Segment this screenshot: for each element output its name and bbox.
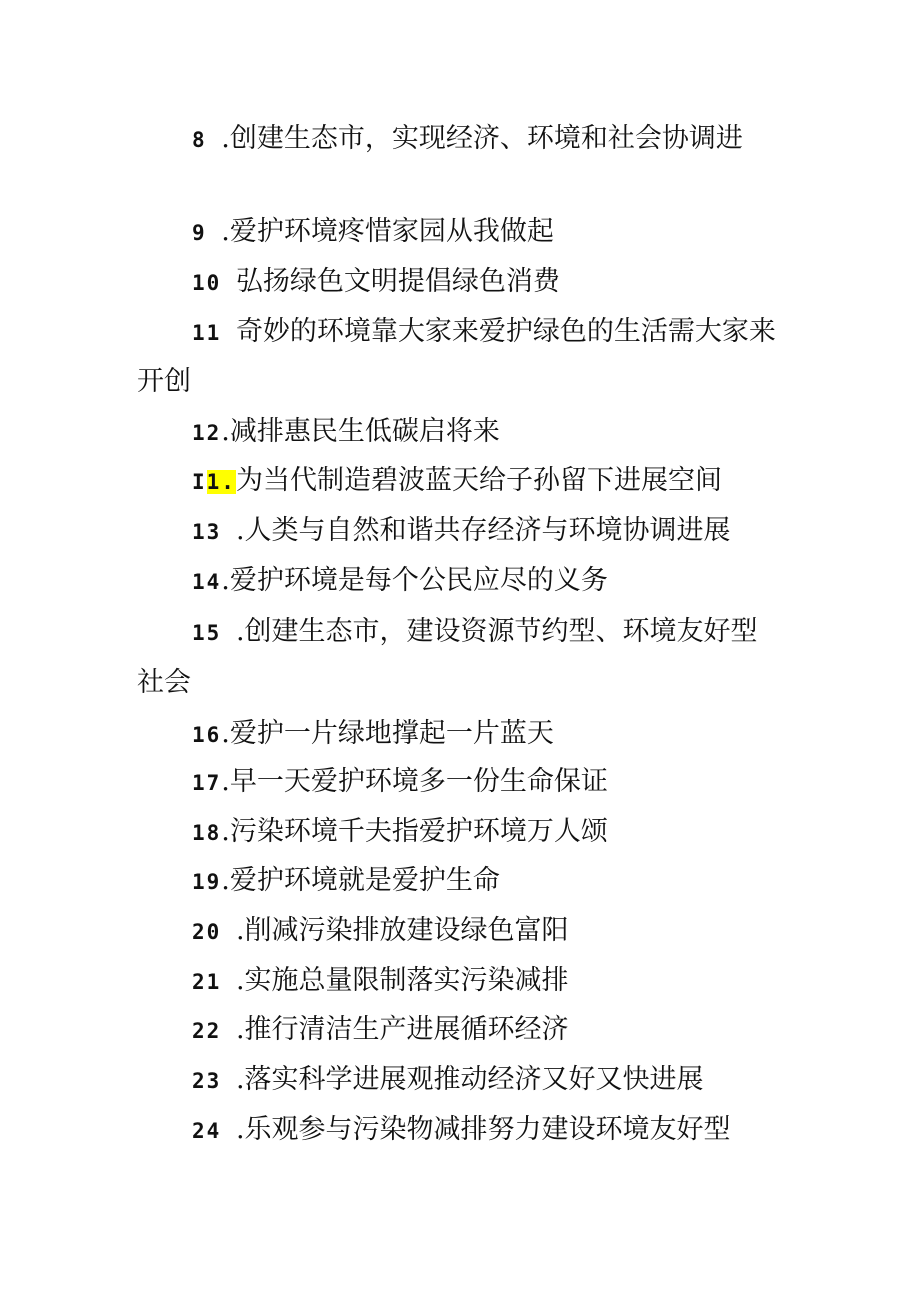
list-item-11-continuation [0,364,920,400]
item-text: .减排惠民生低碳启将来 [221,416,500,447]
item-number: 19 [192,870,222,894]
item-number: 11 [192,321,236,345]
item-number: 13 [192,520,236,544]
item-text-continuation: 社会 [137,667,191,698]
item-text: .推行清洁生产进展循环经济 [235,1014,569,1045]
item-text: 弘扬绿色文明提倡绿色消费 [235,266,560,297]
item-number: 17 [192,771,222,795]
item-text: .爱护环境疼惜家园从我做起 [221,216,554,247]
item-text: .爱护环境就是爱护生命 [221,865,500,896]
item-number: 15 [192,621,236,645]
item-text: .早一天爱护环境多一份生命保证 [221,766,608,797]
list-item-14 [0,563,920,600]
item-text: .创建生态市，建设资源节约型、环境友好型 [235,616,758,647]
list-item-20 [0,913,920,950]
item-number: 12 [192,421,222,445]
item-text: 为当代制造碧波蓝天给子孙留下进展空间 [235,465,722,496]
list-item-8 [0,121,920,158]
item-number-prefix: I [192,470,207,494]
item-number: 22 [192,1019,236,1043]
list-item-i1 [0,463,920,500]
list-item-21 [0,963,920,1000]
item-text: .污染环境千夫指爱护环境万人颂 [221,816,608,847]
item-text: .实施总量限制落实污染减排 [235,965,569,996]
list-item-18 [0,814,920,851]
item-number: 14 [192,570,222,594]
list-item-24 [0,1112,920,1149]
item-text-continuation: 开创 [137,366,191,397]
item-number: 9 [192,221,222,245]
list-item-15 [0,614,920,651]
item-text: .乐观参与污染物减排努力建设环境友好型 [235,1114,731,1145]
item-text: .落实科学进展观推动经济又好又快进展 [235,1064,704,1095]
item-text: .爱护一片绿地撑起一片蓝天 [221,718,554,749]
item-text: 奇妙的环境靠大家来爱护绿色的生活需大家来 [235,316,776,347]
item-number: 18 [192,821,222,845]
list-item-16 [0,716,920,753]
item-number: 21 [192,970,236,994]
list-item-10 [0,264,920,301]
item-number: 20 [192,920,236,944]
list-item-17 [0,764,920,801]
list-item-12 [0,414,920,451]
item-number: 10 [192,271,236,295]
item-text: .削减污染排放建设绿色富阳 [235,915,569,946]
item-number: 23 [192,1069,236,1093]
list-item-13 [0,513,920,550]
item-number: 8 [192,128,222,152]
item-number: 16 [192,723,222,747]
list-item-11 [0,314,920,351]
item-text: .创建生态市，实现经济、环境和社会协调进 [221,123,743,154]
list-item-23 [0,1062,920,1099]
list-item-19 [0,863,920,900]
item-text: .爱护环境是每个公民应尽的义务 [221,565,608,596]
list-item-9 [0,214,920,251]
highlighted-number: 1. [206,470,236,494]
list-item-15-continuation [0,665,920,701]
item-number: 24 [192,1119,236,1143]
item-text: .人类与自然和谐共存经济与环境协调进展 [235,515,731,546]
list-item-22 [0,1012,920,1049]
